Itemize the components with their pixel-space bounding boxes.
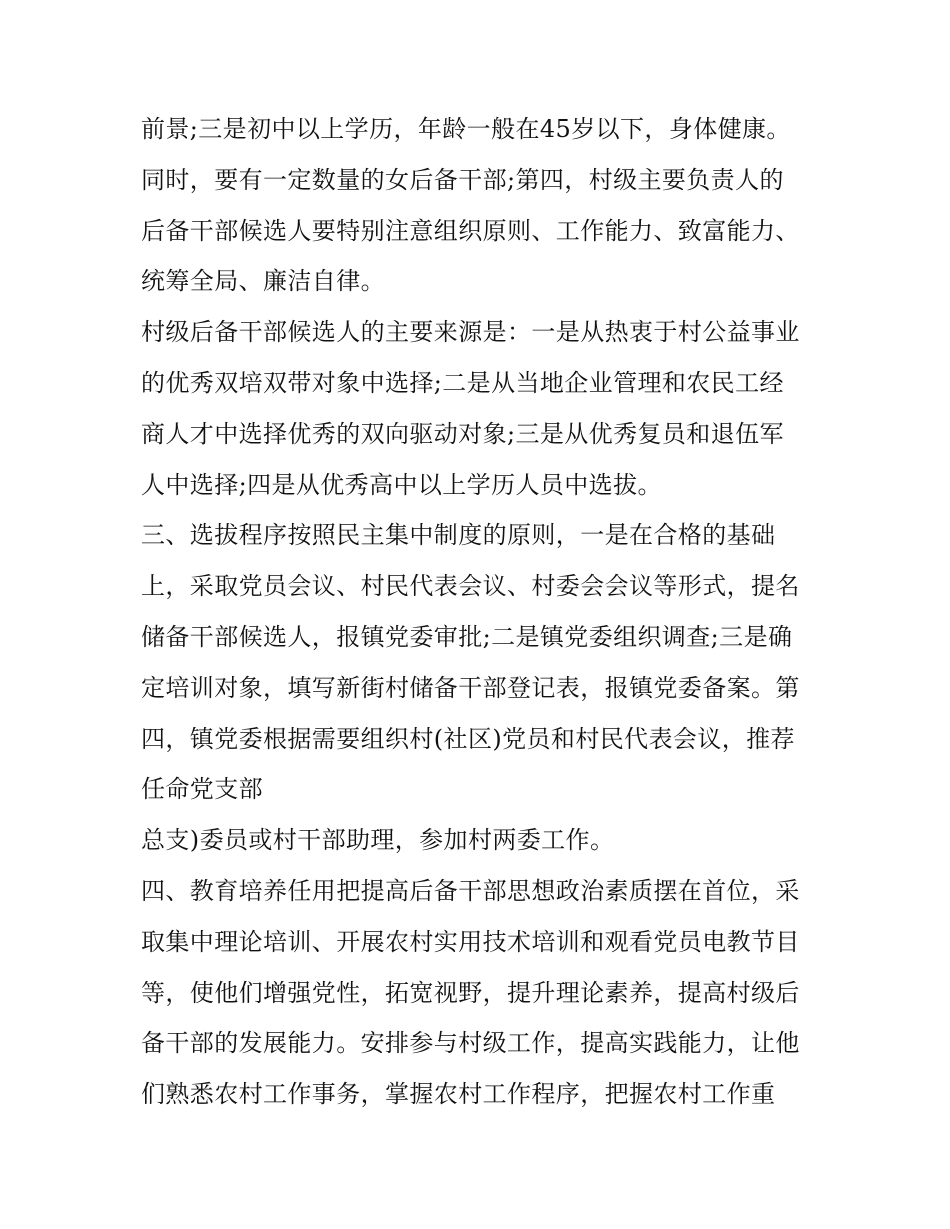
text-line: 三、选拔程序按照民主集中制度的原则，一是在合格的基础 [141,521,776,550]
text-line: 四，镇党委根据需要组织村(社区)党员和村民代表会议，推荐 [141,724,795,753]
text-line: 统筹全局、廉洁自律。 [141,267,385,296]
text-line: 村级后备干部候选人的主要来源是：一是从热衷于村公益事业 [141,318,800,347]
text-line: 四、教育培养任用把提高后备干部思想政治素质摆在首位，采 [141,876,800,905]
text-line: 任命党支部 [141,775,263,804]
text-line: 储备干部候选人，报镇党委审批;二是镇党委组织调查;三是确 [141,622,793,651]
text-line: 人中选择;四是从优秀高中以上学历人员中选拔。 [141,470,662,499]
document-body [141,104,841,1120]
text-line: 前景;三是初中以上学历，年龄一般在45岁以下，身体健康。 [141,115,791,143]
text-line: 备干部的发展能力。安排参与村级工作，提高实践能力，让他 [141,1029,800,1058]
text-line: 总支)委员或村干部助理，参加村两委工作。 [141,826,615,855]
text-line: 们熟悉农村工作事务，掌握农村工作程序，把握农村工作重 [141,1080,776,1109]
text-line: 定培训对象，填写新街村储备干部登记表，报镇党委备案。第 [141,673,800,702]
text-line: 上，采取党员会议、村民代表会议、村委会会议等形式，提名 [141,572,800,601]
text-line: 同时，要有一定数量的女后备干部;第四，村级主要负责人的 [141,165,784,194]
text-line: 等，使他们增强党性，拓宽视野，提升理论素养，提高村级后 [141,978,800,1007]
text-line: 后备干部候选人要特别注意组织原则、工作能力、致富能力、 [141,216,800,245]
text-line: 取集中理论培训、开展农村实用技术培训和观看党员电教节目 [141,927,800,956]
text-line: 商人才中选择优秀的双向驱动对象;三是从优秀复员和退伍军 [141,419,784,448]
text-line: 的优秀双培双带对象中选择;二是从当地企业管理和农民工经 [141,368,784,397]
